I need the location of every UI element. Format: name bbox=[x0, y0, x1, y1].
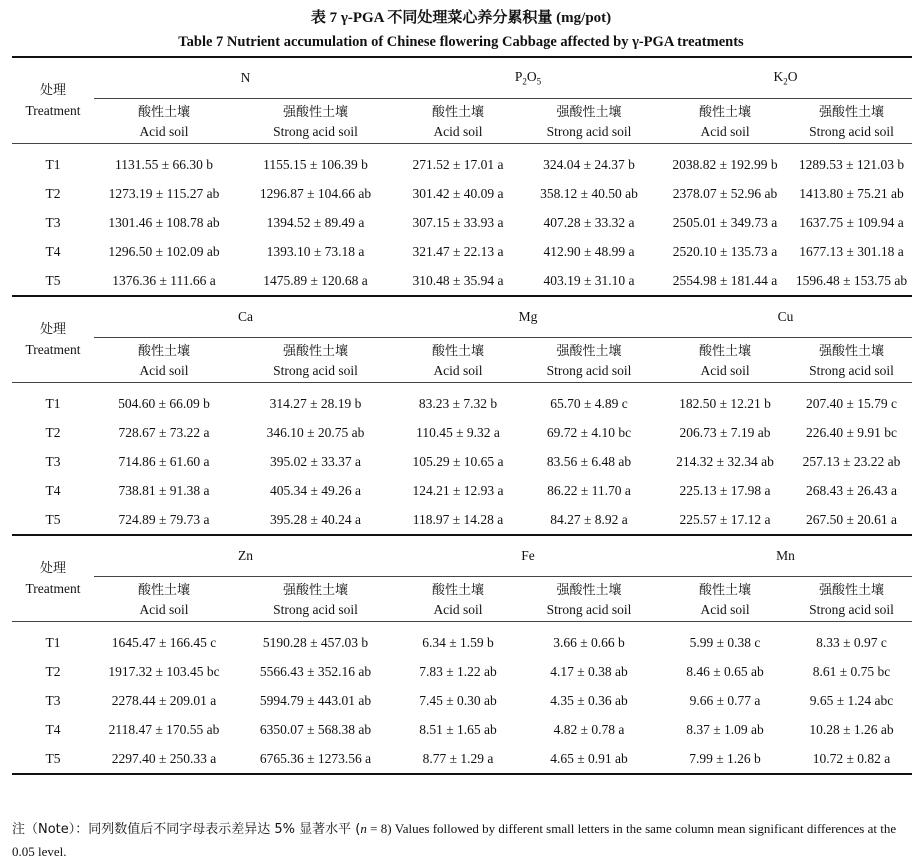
treatment-cell: T2 bbox=[45, 663, 61, 679]
element-header: Ca bbox=[94, 296, 397, 338]
acid-soil-header-en: Acid soil bbox=[659, 599, 791, 622]
element-header: Zn bbox=[94, 535, 397, 577]
table-row bbox=[12, 208, 912, 237]
treatment-cell: T5 bbox=[45, 272, 61, 288]
data-cell: 214.32 ± 32.34 ab bbox=[676, 453, 774, 469]
data-cell: 8.61 ± 0.75 bc bbox=[812, 663, 891, 679]
data-cell: 8.77 ± 1.29 a bbox=[397, 744, 519, 774]
treatment-label-cn: 处理 bbox=[39, 321, 66, 337]
treatment-label-cn: 处理 bbox=[39, 560, 66, 576]
element-header: Mn bbox=[659, 535, 912, 577]
strong-acid-soil-header-en: Strong acid soil bbox=[791, 121, 912, 144]
data-cell: 307.15 ± 33.93 a bbox=[412, 214, 504, 230]
strong-acid-soil-header-en: Strong acid soil bbox=[791, 599, 912, 622]
element-header: $P_2O_5$ bbox=[397, 57, 659, 99]
data-cell: 1637.75 ± 109.94 a bbox=[799, 214, 904, 230]
data-cell: 314.27 ± 28.19 b bbox=[269, 395, 362, 411]
data-cell: 1296.87 ± 104.66 ab bbox=[259, 185, 372, 201]
data-cell: 4.65 ± 0.91 ab bbox=[519, 744, 659, 774]
treatment-header bbox=[12, 535, 94, 622]
data-cell: 1273.19 ± 115.27 ab bbox=[108, 185, 220, 201]
data-cell: 4.35 ± 0.36 ab bbox=[550, 692, 628, 708]
data-cell: 1376.36 ± 111.66 a bbox=[112, 272, 216, 288]
data-cell: 268.43 ± 26.43 a bbox=[806, 482, 898, 498]
acid-soil-header-cn: 酸性土壤 bbox=[397, 577, 519, 600]
element-header: Mg bbox=[397, 296, 659, 338]
table-row bbox=[12, 476, 912, 505]
table-row bbox=[12, 266, 912, 296]
data-cell: 84.27 ± 8.92 a bbox=[550, 511, 628, 527]
treatment-cell: T3 bbox=[45, 692, 61, 708]
data-cell: 1596.48 ± 153.75 ab bbox=[795, 272, 908, 288]
data-cell: 5994.79 ± 443.01 ab bbox=[259, 692, 372, 708]
data-cell: 395.02 ± 33.37 a bbox=[269, 453, 362, 469]
data-cell: 182.50 ± 12.21 b bbox=[679, 395, 771, 411]
treatment-cell: T1 bbox=[45, 156, 61, 172]
data-cell: 83.56 ± 6.48 ab bbox=[546, 453, 632, 469]
data-cell: 6765.36 ± 1273.56 a bbox=[234, 744, 397, 774]
strong-acid-soil-header-cn: 强酸性土壤 bbox=[791, 99, 912, 122]
data-cell: 1394.52 ± 89.49 a bbox=[266, 214, 365, 230]
data-cell: 65.70 ± 4.89 c bbox=[550, 395, 628, 411]
strong-acid-soil-header-cn: 强酸性土壤 bbox=[791, 577, 912, 600]
data-cell: 257.13 ± 23.22 ab bbox=[802, 453, 901, 469]
note-n-label: n bbox=[360, 821, 367, 836]
strong-acid-soil-header-cn: 强酸性土壤 bbox=[519, 99, 659, 122]
data-cell: 206.73 ± 7.19 ab bbox=[679, 424, 771, 440]
table-row bbox=[12, 505, 912, 535]
data-cell: 225.57 ± 17.12 a bbox=[679, 511, 771, 527]
element-header: N bbox=[94, 57, 397, 99]
data-cell: 5.99 ± 0.38 c bbox=[689, 634, 761, 650]
treatment-label-en: Treatment bbox=[25, 102, 81, 118]
note-en: Values followed by different small letters in the same column mean significant differences at the 0.05 level. bbox=[12, 821, 897, 859]
table-row bbox=[12, 715, 912, 744]
table-title-en: Table 7 Nutrient accumulation of Chinese flowering Cabbage affected by γ-PGA treatments bbox=[178, 34, 744, 50]
table-row bbox=[12, 686, 912, 715]
strong-acid-soil-header-cn: 强酸性土壤 bbox=[234, 338, 397, 361]
data-cell: 2520.10 ± 135.73 a bbox=[672, 243, 778, 259]
strong-acid-soil-header-cn: 强酸性土壤 bbox=[519, 577, 659, 600]
data-cell: 1475.89 ± 120.68 a bbox=[263, 272, 368, 288]
data-cell: 738.81 ± 91.38 a bbox=[118, 482, 210, 498]
data-cell: 2378.07 ± 52.96 ab bbox=[672, 185, 778, 201]
treatment-cell: T2 bbox=[45, 424, 61, 440]
acid-soil-header-en: Acid soil bbox=[94, 360, 234, 383]
treatment-cell: T5 bbox=[12, 744, 94, 774]
data-cell: 9.66 ± 0.77 a bbox=[689, 692, 761, 708]
data-cell: 124.21 ± 12.93 a bbox=[412, 482, 504, 498]
data-cell: 4.17 ± 0.38 ab bbox=[550, 663, 628, 679]
data-cell: 504.60 ± 66.09 b bbox=[118, 395, 210, 411]
treatment-cell: T4 bbox=[45, 721, 61, 737]
note-n-value: = 8) bbox=[366, 821, 395, 836]
data-cell: 714.86 ± 61.60 a bbox=[118, 453, 210, 469]
data-cell: 8.46 ± 0.65 ab bbox=[686, 663, 764, 679]
data-cell: 226.40 ± 9.91 bc bbox=[806, 424, 898, 440]
data-cell: 271.52 ± 17.01 a bbox=[412, 156, 504, 172]
strong-acid-soil-header-cn: 强酸性土壤 bbox=[791, 338, 912, 361]
data-cell: 9.65 ± 1.24 abc bbox=[809, 692, 894, 708]
data-cell: 7.99 ± 1.26 b bbox=[659, 744, 791, 774]
data-cell: 1131.55 ± 66.30 b bbox=[114, 156, 214, 172]
data-cell: 1677.13 ± 301.18 a bbox=[799, 243, 904, 259]
acid-soil-header-cn: 酸性土壤 bbox=[659, 338, 791, 361]
acid-soil-header-cn: 酸性土壤 bbox=[94, 577, 234, 600]
treatment-cell: T5 bbox=[45, 511, 61, 527]
strong-acid-soil-header-cn: 强酸性土壤 bbox=[234, 577, 397, 600]
data-cell: 310.48 ± 35.94 a bbox=[412, 272, 504, 288]
data-cell: 2118.47 ± 170.55 ab bbox=[108, 721, 220, 737]
data-cell: 5190.28 ± 457.03 b bbox=[262, 634, 369, 650]
acid-soil-header-en: Acid soil bbox=[397, 360, 519, 383]
acid-soil-header-cn: 酸性土壤 bbox=[659, 577, 791, 600]
data-cell: 407.28 ± 33.32 a bbox=[543, 214, 635, 230]
data-cell: 2297.40 ± 250.33 a bbox=[94, 744, 234, 774]
strong-acid-soil-header-en: Strong acid soil bbox=[519, 121, 659, 144]
treatment-label-en: Treatment bbox=[25, 580, 81, 596]
data-cell: 6.34 ± 1.59 b bbox=[422, 634, 494, 650]
strong-acid-soil-header-en: Strong acid soil bbox=[519, 360, 659, 383]
table-row bbox=[12, 622, 912, 658]
element-header: Cu bbox=[659, 296, 912, 338]
data-cell: 412.90 ± 48.99 a bbox=[543, 243, 635, 259]
acid-soil-header-cn: 酸性土壤 bbox=[659, 99, 791, 122]
data-cell: 4.82 ± 0.78 a bbox=[553, 721, 625, 737]
data-cell: 83.23 ± 7.32 b bbox=[418, 395, 498, 411]
element-header: Fe bbox=[397, 535, 659, 577]
acid-soil-header-en: Acid soil bbox=[397, 599, 519, 622]
strong-acid-soil-header-cn: 强酸性土壤 bbox=[234, 99, 397, 122]
data-cell: 105.29 ± 10.65 a bbox=[412, 453, 504, 469]
element-header: $K_2O$ bbox=[659, 57, 912, 99]
data-cell: 724.89 ± 79.73 a bbox=[118, 511, 210, 527]
strong-acid-soil-header-en: Strong acid soil bbox=[234, 360, 397, 383]
treatment-cell: T1 bbox=[45, 634, 61, 650]
acid-soil-header-cn: 酸性土壤 bbox=[94, 338, 234, 361]
data-cell: 2278.44 ± 209.01 a bbox=[111, 692, 217, 708]
data-cell: 86.22 ± 11.70 a bbox=[547, 482, 631, 498]
data-cell: 403.19 ± 31.10 a bbox=[543, 272, 635, 288]
acid-soil-header-en: Acid soil bbox=[94, 599, 234, 622]
table-row bbox=[12, 657, 912, 686]
data-cell: 324.04 ± 24.37 b bbox=[543, 156, 635, 172]
acid-soil-header-cn: 酸性土壤 bbox=[94, 99, 234, 122]
treatment-cell: T4 bbox=[45, 243, 61, 259]
data-cell: 1301.46 ± 108.78 ab bbox=[108, 214, 220, 230]
treatment-header bbox=[12, 57, 94, 144]
strong-acid-soil-header-en: Strong acid soil bbox=[519, 599, 659, 622]
treatment-cell: T1 bbox=[45, 395, 61, 411]
table-title-cn: 表 7 γ-PGA 不同处理菜心养分累积量 (mg/pot) bbox=[310, 10, 612, 26]
table-note bbox=[12, 818, 914, 863]
table-row bbox=[12, 237, 912, 266]
data-cell: 7.45 ± 0.30 ab bbox=[419, 692, 497, 708]
acid-soil-header-en: Acid soil bbox=[397, 121, 519, 144]
data-cell: 1393.10 ± 73.18 a bbox=[266, 243, 365, 259]
table-row bbox=[12, 418, 912, 447]
treatment-label-cn: 处理 bbox=[39, 82, 66, 98]
data-cell: 1155.15 ± 106.39 b bbox=[263, 156, 368, 172]
note-cn: 注（Note）：同列数值后不同字母表示差异达 5% 显著水平 ( bbox=[12, 822, 361, 837]
acid-soil-header-en: Acid soil bbox=[94, 121, 234, 144]
data-cell: 69.72 ± 4.10 bc bbox=[546, 424, 632, 440]
treatment-cell: T4 bbox=[45, 482, 61, 498]
data-cell: 2505.01 ± 349.73 a bbox=[672, 214, 778, 230]
data-cell: 395.28 ± 40.24 a bbox=[269, 511, 362, 527]
data-cell: 5566.43 ± 352.16 ab bbox=[259, 663, 372, 679]
treatment-header bbox=[12, 296, 94, 383]
data-cell: 10.28 ± 1.26 ab bbox=[809, 721, 894, 737]
data-cell: 267.50 ± 20.61 a bbox=[806, 511, 898, 527]
table-row bbox=[12, 179, 912, 208]
data-cell: 301.42 ± 40.09 a bbox=[412, 185, 504, 201]
strong-acid-soil-header-en: Strong acid soil bbox=[791, 360, 912, 383]
treatment-cell: T2 bbox=[45, 185, 61, 201]
data-cell: 10.72 ± 0.82 a bbox=[791, 744, 912, 774]
data-cell: 6350.07 ± 568.38 ab bbox=[259, 721, 372, 737]
table-row bbox=[12, 383, 912, 419]
acid-soil-header-en: Acid soil bbox=[659, 360, 791, 383]
table-row bbox=[12, 144, 912, 180]
treatment-cell: T3 bbox=[45, 453, 61, 469]
data-cell: 3.66 ± 0.66 b bbox=[553, 634, 625, 650]
data-cell: 8.51 ± 1.65 ab bbox=[419, 721, 497, 737]
data-cell: 8.33 ± 0.97 c bbox=[816, 634, 887, 650]
table-row bbox=[12, 744, 912, 774]
strong-acid-soil-header-cn: 强酸性土壤 bbox=[519, 338, 659, 361]
strong-acid-soil-header-en: Strong acid soil bbox=[234, 121, 397, 144]
data-cell: 1645.47 ± 166.45 c bbox=[111, 634, 217, 650]
nutrient-table bbox=[12, 56, 912, 775]
data-cell: 321.47 ± 22.13 a bbox=[412, 243, 504, 259]
data-cell: 358.12 ± 40.50 ab bbox=[540, 185, 638, 201]
data-cell: 346.10 ± 20.75 ab bbox=[266, 424, 365, 440]
acid-soil-header-cn: 酸性土壤 bbox=[397, 99, 519, 122]
treatment-label-en: Treatment bbox=[25, 341, 81, 357]
data-cell: 7.83 ± 1.22 ab bbox=[419, 663, 497, 679]
data-cell: 207.40 ± 15.79 c bbox=[806, 395, 898, 411]
acid-soil-header-cn: 酸性土壤 bbox=[397, 338, 519, 361]
data-cell: 1289.53 ± 121.03 b bbox=[798, 156, 905, 172]
table-row bbox=[12, 447, 912, 476]
data-cell: 728.67 ± 73.22 a bbox=[118, 424, 210, 440]
data-cell: 1413.80 ± 75.21 ab bbox=[799, 185, 904, 201]
treatment-cell: T3 bbox=[45, 214, 61, 230]
data-cell: 2038.82 ± 192.99 b bbox=[672, 156, 778, 172]
data-cell: 405.34 ± 49.26 a bbox=[269, 482, 362, 498]
data-cell: 8.37 ± 1.09 ab bbox=[686, 721, 764, 737]
data-cell: 110.45 ± 9.32 a bbox=[416, 424, 500, 440]
data-cell: 1917.32 ± 103.45 bc bbox=[108, 663, 220, 679]
acid-soil-header-en: Acid soil bbox=[659, 121, 791, 144]
strong-acid-soil-header-en: Strong acid soil bbox=[234, 599, 397, 622]
data-cell: 225.13 ± 17.98 a bbox=[679, 482, 771, 498]
data-cell: 1296.50 ± 102.09 ab bbox=[108, 243, 220, 259]
data-cell: 118.97 ± 14.28 a bbox=[412, 511, 504, 527]
data-cell: 2554.98 ± 181.44 a bbox=[672, 272, 778, 288]
